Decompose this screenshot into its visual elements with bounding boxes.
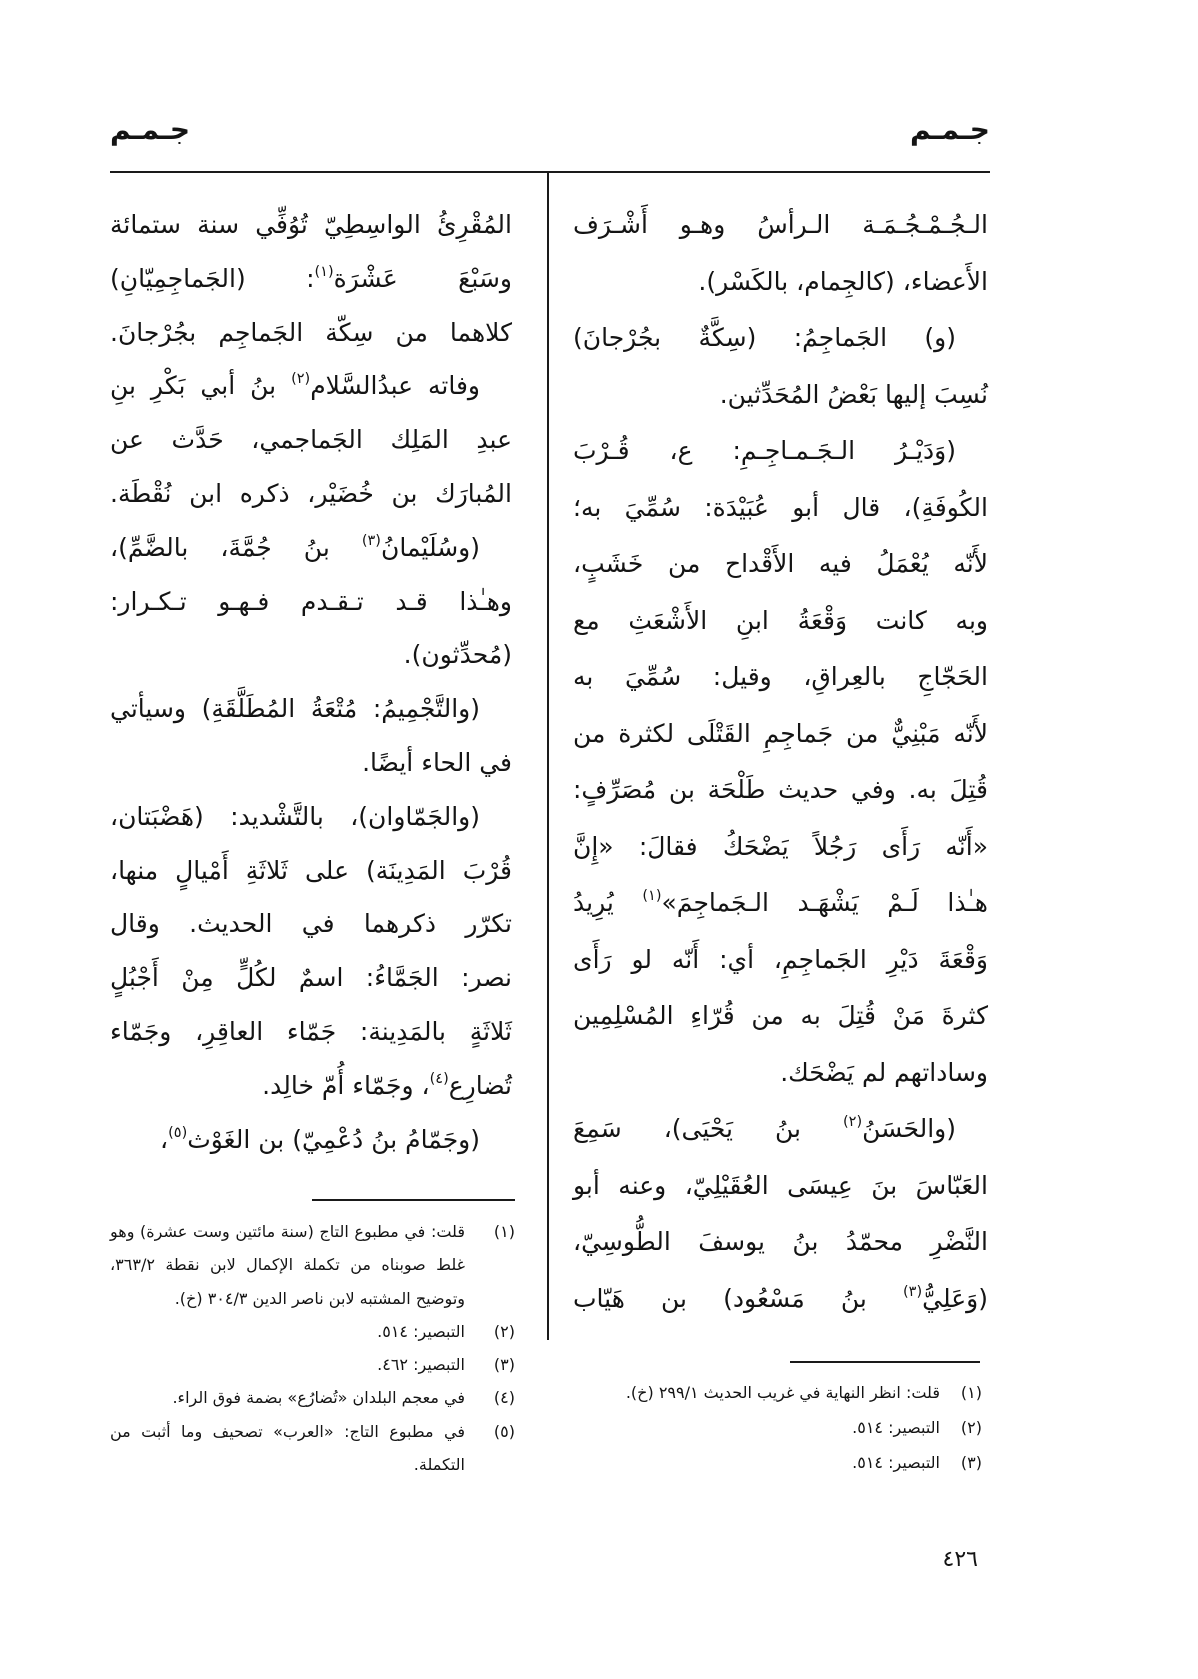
text-segment: بنُ أبي بَكْرِ بنِ xyxy=(110,371,292,401)
footnote-text xyxy=(110,1381,465,1414)
text-line: (والجَمّاوان)، بالتَّشْديد: (هَضْبَتان، xyxy=(110,801,480,831)
footnote-marker: (٢) xyxy=(493,1321,515,1341)
footnote xyxy=(110,1381,515,1414)
text-segment: يُرِيدُ xyxy=(573,888,643,917)
text-line: كلاهما من سِكّة الجَماجِم بجُرْجانَ. xyxy=(110,317,512,347)
text-segment: وفاته عبدُالسَّلام xyxy=(310,371,480,401)
text-line: وساداتهم لم يَضْحَك. xyxy=(780,1057,988,1087)
footnote xyxy=(582,1375,982,1410)
footnote-line: التبصير: ٤٦٢. xyxy=(377,1355,465,1375)
footnote-line: في مطبوع التاج: «العرب» تصحيف وما أثبت من xyxy=(110,1421,465,1441)
footnote xyxy=(110,1215,515,1315)
text-line xyxy=(573,1271,988,1328)
footnote-marker: (١) xyxy=(960,1383,982,1402)
footnote-text xyxy=(110,1215,465,1315)
text-line: وبه كانت وَقْعَةُ ابنِ الأَشْعَثِ مع xyxy=(573,605,988,635)
text-line: «أَنّه رَأَى رَجُلاً يَضْحَكُ فقالَ: «إِنَّ xyxy=(573,831,988,861)
text-line xyxy=(573,875,988,932)
running-head-right: جـمـم xyxy=(909,113,990,146)
text-line: (و) الجَماجِمُ: (سِكَّةٌ بجُرْجانَ) xyxy=(573,323,956,352)
footnote-marker: (٣) xyxy=(960,1453,982,1472)
footnote-text xyxy=(582,1375,940,1410)
text-segment: بنُ يَحْيَى)، سَمِعَ xyxy=(573,1114,843,1143)
text-line: (مُحدِّثون). xyxy=(403,640,512,670)
right-footnotes xyxy=(582,1375,982,1480)
text-line: المُبارَك بن خُضَيْر، ذكره ابن نُقْطَة. xyxy=(110,478,512,508)
footnote xyxy=(110,1415,515,1482)
footnote-line: التبصير: ٥١٤. xyxy=(377,1321,465,1341)
header-rule xyxy=(110,171,990,173)
text-line: نصر: الجَمَّاءُ: اسمٌ لكُلٍّ مِنْ أَجْبُلٍ xyxy=(110,963,512,993)
footnote-text xyxy=(110,1348,465,1381)
text-line: لأَنّه يُعْمَلُ فيه الأَقْداح من خَشَبٍ، xyxy=(573,549,988,578)
text-segment: : (الجَماجِمِيّانِ) xyxy=(110,263,315,293)
footnote-ref: (١) xyxy=(314,263,334,280)
footnote-ref: (٣) xyxy=(361,532,381,549)
text-line xyxy=(110,1059,512,1113)
footnote-text xyxy=(582,1410,940,1445)
text-line xyxy=(110,521,512,575)
footnote-line: في معجم البلدان «تُضارُع» بضمة فوق الراء. xyxy=(172,1388,465,1408)
text-line: الكُوفَةِ)، قال أبو عُبَيْدَة: سُمِّيَ به؛ xyxy=(573,492,988,522)
text-line: وَقْعَةَ دَيْرِ الجَماجِمِ، أي: أَنّه لو رَأَى xyxy=(573,944,988,974)
footnote-line: التكملة. xyxy=(413,1455,465,1475)
left-footnotes xyxy=(110,1215,515,1481)
text-line: قُرْبَ المَدِينَة) على ثَلاثَةِ أَمْيالٍ منها، xyxy=(110,855,512,885)
text-line: الحَجّاجِ بالعِراقِ، وقيل: سُمِّيَ به xyxy=(573,662,988,691)
footnote-marker: (٥) xyxy=(493,1421,515,1441)
footnote-line: التبصير: ٥١٤. xyxy=(852,1453,940,1472)
footnote-text xyxy=(582,1445,940,1480)
text-line: (وَدَيْـرُ الـجَـمـاجِـمِ: ع، قُـرْبَ xyxy=(573,436,956,465)
text-line: (والتَّجْمِيمُ: مُتْعَةُ المُطَلَّقَةِ) وسيأتي xyxy=(110,694,480,724)
text-line: المُقْرِئُ الواسِطِيّ تُوُفِّي سنة ستمائة xyxy=(110,210,512,239)
footnote-line: قلت: في مطبوع التاج (سنة مائتين وست عشرة) وهو xyxy=(110,1222,465,1241)
footnote xyxy=(110,1315,515,1348)
text-segment: (وجَمّامُ بنُ دُعْمِيّ) بن الغَوْث xyxy=(187,1124,480,1154)
page-number: ٤٢٦ xyxy=(942,1547,978,1572)
footnote-line: غلط صوبناه من تكملة الإكمال لابن نقطة ٣٦٣/٢، xyxy=(110,1255,465,1275)
footnote-line: قلت: انظر النهاية في غريب الحديث ٢٩٩/١ (خ). xyxy=(625,1383,940,1402)
footnote xyxy=(582,1445,982,1480)
text-segment: (والحَسَنُ xyxy=(862,1114,956,1143)
text-line: الـجُـمْـجُـمَـة الـرأسُ وهـو أَشْـرَف xyxy=(573,210,988,239)
text-line xyxy=(110,1113,512,1167)
text-segment: بنُ مَسْعُود) بن هَيّاب xyxy=(573,1283,903,1313)
footnote-ref: (٤) xyxy=(429,1070,449,1087)
text-segment: هـٰذا لَـمْ يَشْهَـد الـجَماجِمَ» xyxy=(661,888,988,917)
text-line: قُتِلَ به. وفي حديث طَلْحَة بن مُصَرِّفٍ: xyxy=(573,775,988,804)
text-segment: (وَعَلِيُّ xyxy=(922,1283,988,1313)
footnote-marker: (٢) xyxy=(960,1418,982,1437)
text-line: تكرّر ذكرهما في الحديث. وقال xyxy=(110,909,512,939)
text-line: وهـٰذا قـد تـقـدم فـهـو تـكـرار: xyxy=(110,586,512,616)
footnote-ref: (٢) xyxy=(291,371,311,388)
text-line: نُسِبَ إليها بَعْضُ المُحَدِّثين. xyxy=(719,379,988,409)
text-segment: بنُ جُمَّةَ، بالضَّمِّ)، xyxy=(110,532,362,562)
text-line xyxy=(110,359,512,413)
text-line: لأَنّه مَبْنِيٌّ من جَماجِمِ القَتْلَى لكثرة من xyxy=(573,718,988,748)
text-segment: ، xyxy=(160,1124,169,1154)
text-line: ثَلاثَةٍ بالمَدِينة: جَمّاء العاقِرِ، وجَمّاء xyxy=(110,1016,512,1046)
footnote-line: وتوضيح المشتبه لابن ناصر الدين ٣٠٤/٣ (خ). xyxy=(174,1288,465,1308)
footnote-line: التبصير: ٥١٤. xyxy=(852,1418,940,1437)
text-line xyxy=(573,1101,988,1158)
footnote-ref: (٢) xyxy=(842,1114,863,1131)
left-column xyxy=(110,198,512,1166)
text-line: عبدِ المَلِك الجَماجمي، حَدَّث عن xyxy=(110,425,512,455)
text-line: النَّضْرِ محمّدُ بنُ يوسفَ الطُّوسِيّ، xyxy=(573,1227,988,1256)
running-head-left: جـمـم xyxy=(110,113,191,146)
footnote xyxy=(110,1348,515,1381)
right-column xyxy=(573,197,988,1327)
footnote-text xyxy=(110,1415,465,1482)
footnote xyxy=(582,1410,982,1445)
text-line: كثرةَ مَنْ قُتِلَ به من قُرّاءِ المُسْلِمِين xyxy=(573,1001,988,1030)
text-line: العَبّاسَ بنَ عِيسَى العُقَيْلِيّ، وعنه أبو xyxy=(573,1170,988,1200)
footnote-ref: (٣) xyxy=(903,1283,923,1300)
footnote-rule-left xyxy=(312,1199,515,1201)
text-line xyxy=(110,252,512,306)
text-segment: ، وجَمّاء أُمّ خالِد. xyxy=(262,1070,430,1100)
footnote-text xyxy=(110,1315,465,1348)
footnote-marker: (٣) xyxy=(493,1355,515,1375)
text-segment: وسَبْعَ عَشْرَة xyxy=(333,263,512,293)
footnote-ref: (٥) xyxy=(168,1124,188,1141)
text-segment: تُضارِع xyxy=(448,1070,512,1100)
text-line: الأَعضاء، (كالجِمام، بالكَسْر). xyxy=(698,266,988,296)
text-line: في الحاء أيضًا. xyxy=(362,747,512,777)
footnote-marker: (٤) xyxy=(493,1388,515,1408)
footnote-rule-right xyxy=(790,1361,980,1363)
column-divider xyxy=(547,172,549,1340)
text-segment: (وسُلَيْمانُ xyxy=(380,532,480,562)
footnote-ref: (١) xyxy=(642,888,662,905)
footnote-marker: (١) xyxy=(493,1222,515,1241)
